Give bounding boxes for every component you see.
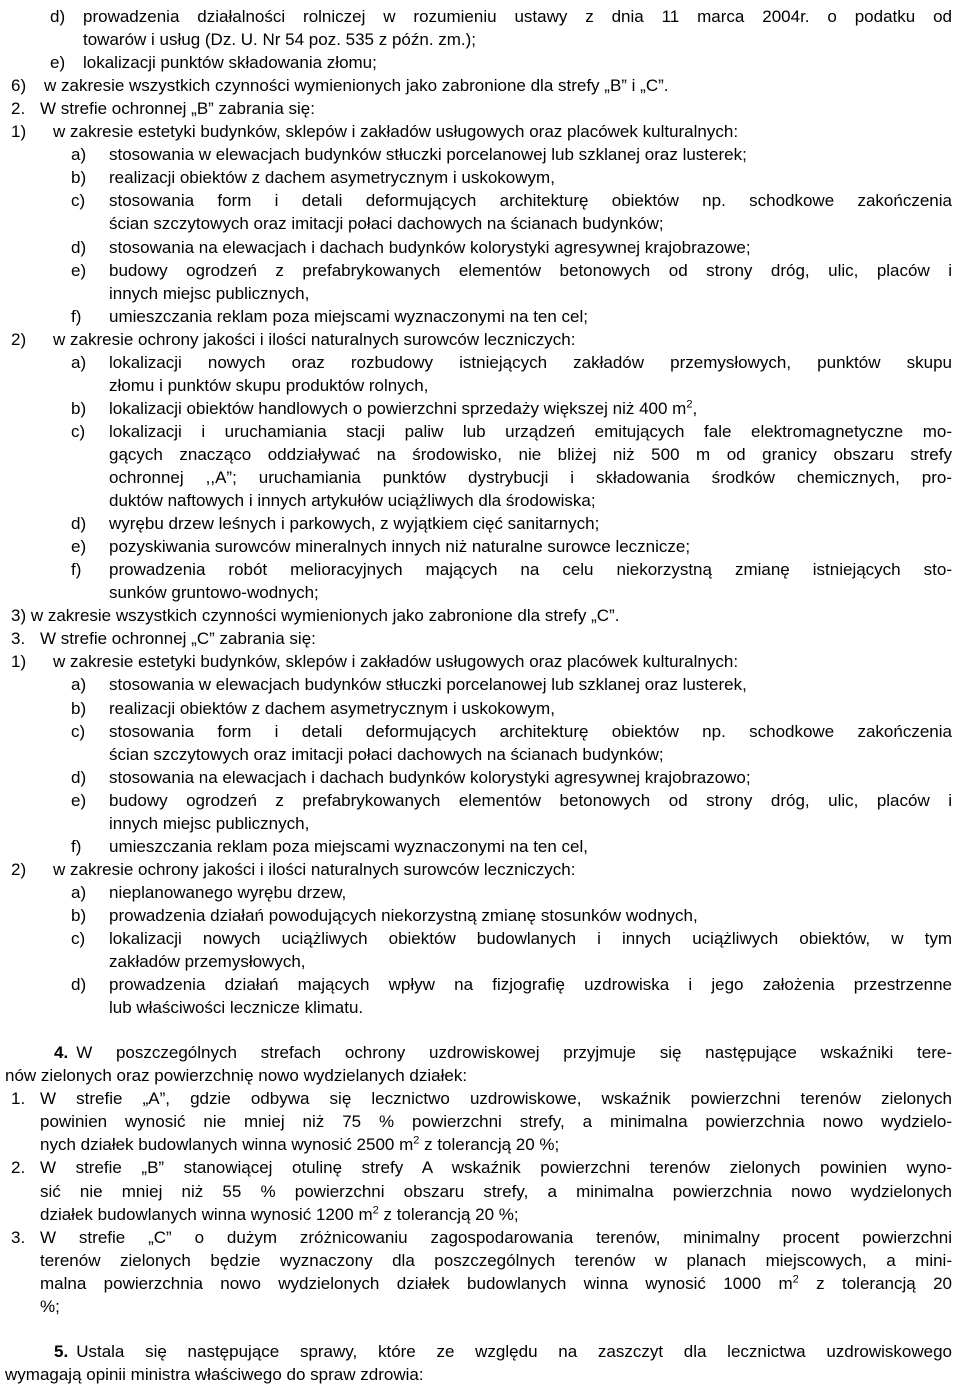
line-text-main: lokalizacji punktów składowania złomu; <box>83 53 377 73</box>
document-line <box>71 927 952 950</box>
list-marker: 3. <box>11 629 26 649</box>
line-text-main: zakładów przemysłowych, <box>109 952 306 972</box>
document-line <box>11 1226 952 1249</box>
line-text <box>109 812 952 835</box>
line-text-main: gących znacząco oddziaływać na środowisko, nie bliżej niż 500 m od granicy obszaru strefy <box>109 444 952 464</box>
document-line <box>109 466 952 489</box>
line-text-main: ochronnej ,,A”; uruchamiania punktów dystrybucji i składowania środków chemicznych, pro- <box>109 468 952 487</box>
line-text-main: %; <box>40 1296 60 1316</box>
line-text-main: W strefie „A”, gdzie odbywa się lecznictwo uzdrowiskowe, wskaźnik powierzchni terenów zielonych <box>40 1089 952 1109</box>
document-line <box>11 74 952 97</box>
document-line <box>71 904 952 927</box>
line-text <box>109 904 952 927</box>
line-text <box>109 927 952 950</box>
document-line <box>71 305 952 328</box>
list-marker: f) <box>71 306 82 326</box>
line-text-main: ścian szczytowych oraz imitacji połaci dachowych na ścianach budynków; <box>109 214 664 234</box>
document-line <box>40 1203 952 1226</box>
document-line <box>71 558 952 581</box>
document-line <box>109 374 952 397</box>
line-text <box>40 1133 952 1156</box>
line-text <box>109 282 952 305</box>
line-text <box>109 512 952 535</box>
superscript: 2 <box>686 398 693 411</box>
document-line <box>11 1087 952 1110</box>
document-line <box>11 1156 952 1179</box>
list-marker: 2. <box>11 1158 26 1178</box>
document-line <box>71 397 952 420</box>
superscript: 2 <box>413 1134 420 1147</box>
line-text <box>109 720 952 743</box>
line-text-main: działek budowlanych winna wynosić 1200 m <box>40 1204 373 1224</box>
line-text <box>109 581 952 604</box>
document-line <box>11 858 952 881</box>
line-text-main: wymagają opinii ministra właściwego do spraw zdrowia: <box>5 1364 424 1384</box>
line-text-main: sić nie mniej niż 55 % powierzchni obszaru strefy, a minimalna powierzchnia nowo wydzielonych <box>40 1181 952 1201</box>
document-line <box>71 835 952 858</box>
document-line <box>40 1180 952 1203</box>
line-text <box>76 1041 952 1064</box>
line-text-after: z tolerancją 20 <box>798 1273 952 1293</box>
document-line <box>109 950 952 973</box>
line-text-main: stosowania w elewacjach budynków stłuczki porcelanowej lub szklanej oraz lusterek; <box>109 145 747 165</box>
line-text-main: prowadzenia działań powodujących niekorzystną zmianę stosunków wodnych, <box>109 905 698 925</box>
document-line <box>109 812 952 835</box>
document-line <box>71 973 952 996</box>
line-text <box>53 650 952 673</box>
line-text-main: pozyskiwania surowców mineralnych innych niż naturalne surowce lecznicze; <box>109 537 691 557</box>
document-line <box>109 489 952 512</box>
line-text <box>109 420 952 443</box>
superscript: 2 <box>792 1273 799 1286</box>
line-text <box>109 212 952 235</box>
list-marker: c) <box>71 721 86 741</box>
line-text-main: prowadzenia działań mających wpływ na fizjografię uzdrowiska i jego założenia przestrzenne <box>109 975 952 995</box>
line-text <box>109 835 952 858</box>
line-text <box>40 1226 952 1249</box>
line-text-main: lokalizacji nowych uciążliwych obiektów budowlanych i innych uciążliwych obiektów, w tym <box>109 929 952 948</box>
list-marker: d) <box>71 514 87 534</box>
list-marker: c) <box>71 191 86 211</box>
line-text <box>40 1087 952 1110</box>
line-text-main: W strefie ochronnej „C” zabrania się: <box>40 629 316 649</box>
list-marker: 1) <box>11 652 27 672</box>
line-text <box>109 996 952 1019</box>
list-marker: a) <box>71 675 87 695</box>
line-text <box>40 1110 952 1133</box>
document-line <box>11 97 952 120</box>
line-text <box>40 1156 952 1179</box>
list-marker: d) <box>71 767 87 787</box>
document-line <box>109 581 952 604</box>
document-line <box>109 743 952 766</box>
document-line <box>40 1295 952 1318</box>
document-line <box>50 51 952 74</box>
line-text-main: prowadzenia działalności rolniczej w rozumieniu ustawy z dnia 11 marca 2004r. o podatku od <box>83 7 952 26</box>
line-text <box>109 789 952 812</box>
line-text-main: lokalizacji obiektów handlowych o powierzchni sprzedaży większej niż 400 m <box>109 398 687 418</box>
line-text-main: w zakresie estetyki budynków, sklepów i zakładów usługowych oraz placówek kulturalnych: <box>53 122 739 142</box>
line-text <box>109 743 952 766</box>
line-text <box>44 74 952 97</box>
document-line <box>40 1249 952 1272</box>
line-text <box>109 305 952 328</box>
document-line <box>109 996 952 1019</box>
line-text <box>109 466 952 489</box>
list-marker: 2) <box>11 329 27 349</box>
line-text-main: innych miejsc publicznych, <box>109 813 310 833</box>
line-text <box>83 51 952 74</box>
line-text <box>109 697 952 720</box>
line-text-main: ścian szczytowych oraz imitacji połaci dachowych na ścianach budynków; <box>109 744 664 764</box>
line-text-main: W strefie „B” stanowiącej otulinę strefy A wskaźnik powierzchni terenów zielonych powinien wyno- <box>40 1158 952 1178</box>
document-line <box>71 535 952 558</box>
line-text <box>76 1340 952 1363</box>
line-text-main: budowy ogrodzeń z prefabrykowanych elementów betonowych od strony dróg, ulic, placów i <box>109 260 952 280</box>
line-text-main: budowy ogrodzeń z prefabrykowanych elementów betonowych od strony dróg, ulic, placów i <box>109 790 952 810</box>
document-line <box>71 720 952 743</box>
list-marker: f) <box>71 836 82 856</box>
line-text-main: stosowania w elewacjach budynków stłuczki porcelanowej lub szklanej oraz lusterek, <box>109 675 747 695</box>
line-text-main: nych działek budowlanych winna wynosić 2500 m <box>40 1135 414 1155</box>
line-text <box>109 374 952 397</box>
line-text-main: w zakresie wszystkich czynności wymienionych jako zabronione dla strefy „B” i „C”. <box>44 76 669 96</box>
list-marker: 2) <box>11 859 27 879</box>
document-line <box>71 143 952 166</box>
list-marker: 1. <box>11 1089 26 1109</box>
list-marker: 6) <box>11 76 27 96</box>
document-line <box>40 1133 952 1156</box>
list-marker: e) <box>50 53 66 73</box>
document-line <box>71 351 952 374</box>
section-number: 5. <box>54 1341 69 1361</box>
document-line <box>5 1064 952 1087</box>
line-text <box>53 858 952 881</box>
line-text-main: w zakresie ochrony jakości i ilości naturalnych surowców leczniczych: <box>53 329 576 349</box>
list-marker: f) <box>71 560 82 580</box>
line-text-main: stosowania na elewacjach i dachach budynków kolorystyki agresywnej krajobrazowo; <box>109 767 751 787</box>
line-text <box>109 881 952 904</box>
line-text <box>40 1272 952 1295</box>
document-line <box>40 1110 952 1133</box>
line-text-main: terenów zielonych będzie wyznaczony dla poszczególnych terenów w planach miejscowych, a mini- <box>40 1250 952 1270</box>
line-text-main: umieszczania reklam poza miejscami wyznaczonymi na ten cel; <box>109 306 589 326</box>
list-marker: 2. <box>11 99 26 119</box>
line-text <box>40 1203 952 1226</box>
list-marker: e) <box>71 537 87 557</box>
line-text-main: W strefie „C” o dużym zróżnicowaniu zagospodarowania terenów, minimalny procent powierzchni <box>40 1227 952 1247</box>
line-text-after: z tolerancją 20 %; <box>378 1204 519 1224</box>
line-text-main: sunków gruntowo-wodnych; <box>109 583 319 603</box>
line-text <box>109 673 952 696</box>
line-text <box>109 236 952 259</box>
list-marker: d) <box>71 237 87 257</box>
line-text-main: lokalizacji i uruchamiania stacji paliw lub urządzeń emitujących fale elektromagnetyczne mo- <box>109 421 952 441</box>
document-line <box>71 697 952 720</box>
document-line <box>109 443 952 466</box>
document-line <box>40 1272 952 1295</box>
document-line <box>71 166 952 189</box>
line-text <box>40 97 952 120</box>
line-text <box>109 950 952 973</box>
line-text-main: W strefie ochronnej „B” zabrania się: <box>40 99 315 119</box>
line-text-main: realizacji obiektów z dachem asymetrycznym i uskokowym, <box>109 698 555 718</box>
line-text <box>109 166 952 189</box>
section-number: 4. <box>54 1043 69 1063</box>
line-text <box>109 443 952 466</box>
line-text-main: realizacji obiektów z dachem asymetrycznym i uskokowym, <box>109 168 555 188</box>
line-text-main: Ustala się następujące sprawy, które ze względu na zaszczyt dla lecznictwa uzdrowiskowego <box>76 1341 952 1361</box>
line-text-main: towarów i usług (Dz. U. Nr 54 poz. 535 z późn. zm.); <box>83 30 477 50</box>
line-text-main: w zakresie ochrony jakości i ilości naturalnych surowców leczniczych: <box>53 859 576 879</box>
line-text <box>109 766 952 789</box>
list-marker: a) <box>71 145 87 165</box>
list-marker: b) <box>71 905 87 925</box>
line-text <box>109 535 952 558</box>
document-line <box>71 512 952 535</box>
line-text <box>83 5 952 28</box>
document-line <box>11 328 952 351</box>
line-text-main: duktów naftowych i innych artykułów uciążliwych dla środowiska; <box>109 491 596 511</box>
line-text <box>109 351 952 374</box>
list-marker: b) <box>71 168 87 188</box>
list-marker: 1) <box>11 122 27 142</box>
document-line <box>71 189 952 212</box>
line-text-main: lokalizacji nowych oraz rozbudowy istniejących zakładów przemysłowych, punktów skupu <box>109 352 952 372</box>
document-line <box>54 1041 952 1064</box>
line-text-main: W poszczególnych strefach ochrony uzdrowiskowej przyjmuje się następujące wskaźniki tere- <box>76 1043 952 1063</box>
line-text-after: , <box>692 398 698 418</box>
document-line <box>71 259 952 282</box>
document-line <box>11 627 952 650</box>
line-text-main: złomu i punktów skupu produktów rolnych, <box>109 375 429 395</box>
line-text <box>109 397 952 420</box>
line-text-main: w zakresie estetyki budynków, sklepów i zakładów usługowych oraz placówek kulturalnych: <box>53 652 739 672</box>
line-text-main: nieplanowanego wyrębu drzew, <box>109 882 347 902</box>
document-line <box>11 604 952 627</box>
document-line <box>5 1363 952 1386</box>
document-line <box>83 28 952 51</box>
list-marker: e) <box>71 260 87 280</box>
line-text <box>109 973 952 996</box>
line-text-main: stosowania form i detali deformujących architekturę obiektów np. schodkowe zakończenia <box>109 191 952 211</box>
line-text <box>40 1180 952 1203</box>
document-line <box>109 212 952 235</box>
line-text <box>109 259 952 282</box>
superscript: 2 <box>372 1203 379 1216</box>
line-text <box>109 143 952 166</box>
list-marker: c) <box>71 421 86 441</box>
list-marker: 3. <box>11 1227 26 1247</box>
line-text <box>53 328 952 351</box>
list-marker: d) <box>50 7 66 26</box>
line-text <box>109 189 952 212</box>
document-line <box>54 1340 952 1363</box>
document-line <box>71 881 952 904</box>
line-text-main: nów zielonych oraz powierzchnię nowo wydzielanych działek: <box>5 1066 468 1086</box>
line-text <box>5 1064 952 1087</box>
list-marker: b) <box>71 698 87 718</box>
list-marker: c) <box>71 929 86 948</box>
line-text-after: z tolerancją 20 %; <box>419 1135 560 1155</box>
line-text-main: prowadzenia robót melioracyjnych mających na celu niekorzystną zmianę istniejących sto- <box>109 560 952 580</box>
list-marker: b) <box>71 398 87 418</box>
document-line <box>71 673 952 696</box>
line-text-main: innych miejsc publicznych, <box>109 283 310 303</box>
list-marker: d) <box>71 975 87 995</box>
document-line <box>11 650 952 673</box>
line-text-main: powinien wynosić nie mniej niż 75 % powierzchni strefy, a minimalna powierzchnia nowo wydzielo- <box>40 1112 952 1132</box>
list-marker: a) <box>71 352 87 372</box>
line-text <box>109 558 952 581</box>
line-text-main: wyrębu drzew leśnych i parkowych, z wyjątkiem cięć sanitarnych; <box>109 514 600 534</box>
line-text-main: stosowania form i detali deformujących architekturę obiektów np. schodkowe zakończenia <box>109 721 952 741</box>
document-line <box>71 766 952 789</box>
line-text <box>11 604 952 627</box>
document-line <box>71 420 952 443</box>
list-marker: e) <box>71 790 87 810</box>
line-text <box>5 1363 952 1386</box>
line-text-main: 3) w zakresie wszystkich czynności wymienionych jako zabronione dla strefy „C”. <box>11 606 620 626</box>
line-text <box>40 627 952 650</box>
line-text-main: stosowania na elewacjach i dachach budynków kolorystyki agresywnej krajobrazowe; <box>109 237 751 257</box>
document-line <box>109 282 952 305</box>
document-line <box>71 789 952 812</box>
line-text <box>40 1295 952 1318</box>
line-text <box>109 489 952 512</box>
list-marker: a) <box>71 882 87 902</box>
document-line <box>50 5 952 28</box>
line-text-main: umieszczania reklam poza miejscami wyznaczonymi na ten cel, <box>109 836 589 856</box>
line-text <box>83 28 952 51</box>
line-text-main: lub właściwości lecznicze klimatu. <box>109 998 364 1018</box>
document-line <box>11 120 952 143</box>
line-text <box>53 120 952 143</box>
line-text <box>40 1249 952 1272</box>
document-line <box>71 236 952 259</box>
line-text-main: malna powierzchnia nowo wydzielonych działek budowlanych winna wynosić 1000 m <box>40 1273 793 1293</box>
